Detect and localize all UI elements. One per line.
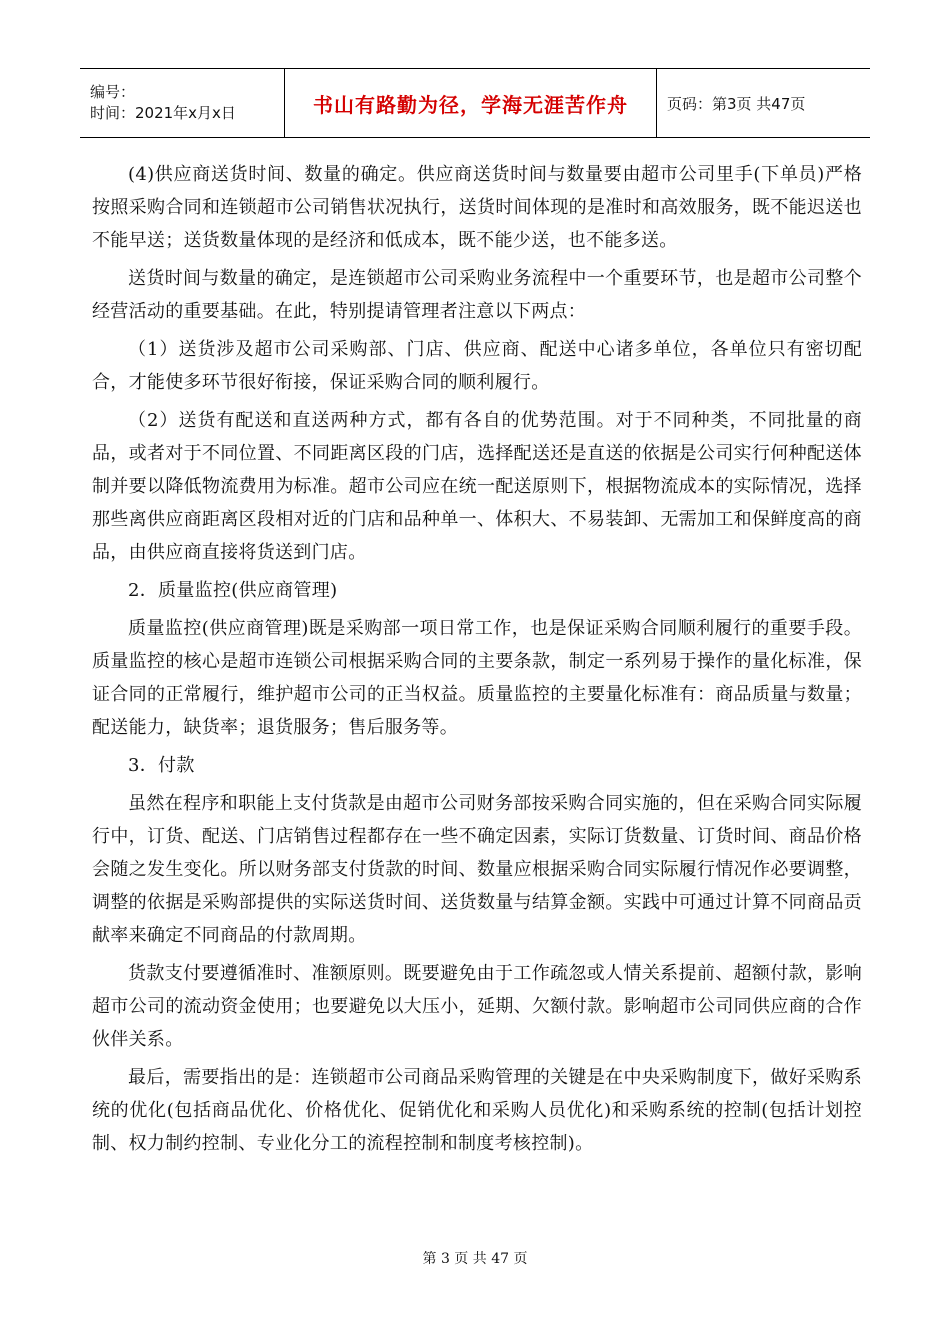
paragraph-quality-control: 质量监控(供应商管理)既是采购部一项日常工作，也是保证采购合同顺利履行的重要手段。质量监控的核心是超市连锁公司根据采购合同的主要条款，制定一系列易于操作的量化标准，保证合同的正常履行，维护超市公司的正当权益。质量监控的主要量化标准有：商品质量与数量；配送能力，缺货率；退货服务；售后服务等。 [92, 618, 862, 738]
section-heading-quality-control: 2．质量监控(供应商管理) [128, 580, 338, 601]
paragraph-payment-process: 虽然在程序和职能上支付货款是由超市公司财务部按采购合同实施的，但在采购合同实际履行中，订货、配送、门店销售过程都存在一些不确定因素，实际订货数量、订货时间、商品价格会随之发生变化。所以财务部支付货款的时间、数量应根据采购合同实际履行情况作必要调整，调整的依据是采购部提供的实际送货时间、送货数量与结算金额。实践中可通过计算不同商品贡献率来确定不同商品的付款周期。 [92, 793, 862, 946]
header-meta-cell [80, 69, 285, 137]
document-number-label: 编号： [90, 83, 136, 101]
paragraph-point-1: （1）送货涉及超市公司采购部、门店、供应商、配送中心诸多单位，各单位只有密切配合，才能使多环节很好衔接，保证采购合同的顺利履行。 [92, 339, 862, 393]
document-body [92, 158, 862, 1165]
header-page-number: 页码：第3页 共47页 [667, 94, 806, 113]
header-motto: 书山有路勤为径，学海无涯苦作舟 [313, 92, 628, 117]
paragraph-delivery-importance: 送货时间与数量的确定，是连锁超市公司采购业务流程中一个重要环节，也是超市公司整个经营活动的重要基础。在此，特别提请管理者注意以下两点： [92, 268, 862, 322]
paragraph-point-2: （2）送货有配送和直送两种方式，都有各自的优势范围。对于不同种类，不同批量的商品，或者对于不同位置、不同距离区段的门店，选择配送还是直送的依据是公司实行何种配送体制并要以降低物流费用为标准。超市公司应在统一配送原则下，根据物流成本的实际情况，选择那些离供应商距离区段相对近的门店和品种单一、体积大、不易装卸、无需加工和保鲜度高的商品，由供应商直接将货送到门店。 [92, 410, 862, 563]
paragraph-supplier-delivery: (4)供应商送货时间、数量的确定。供应商送货时间与数量要由超市公司里手(下单员)严格按照采购合同和连锁超市公司销售状况执行，送货时间体现的是准时和高效服务，既不能迟送也不能早送；送货数量体现的是经济和低成本，既不能少送，也不能多送。 [92, 164, 862, 251]
header-motto-cell [285, 69, 657, 137]
paragraph-conclusion: 最后，需要指出的是：连锁超市公司商品采购管理的关键是在中央采购制度下，做好采购系统的优化(包括商品优化、价格优化、促销优化和采购人员优化)和采购系统的控制(包括计划控制、权力制约控制、专业化分工的流程控制和制度考核控制)。 [92, 1067, 862, 1154]
page-footer [0, 1248, 950, 1268]
document-time-label: 时间：2021年x月x日 [90, 104, 236, 122]
document-header [80, 68, 870, 138]
header-page-cell [657, 69, 870, 137]
paragraph-payment-principles: 货款支付要遵循准时、准额原则。既要避免由于工作疏忽或人情关系提前、超额付款，影响超市公司的流动资金使用；也要避免以大压小，延期、欠额付款。影响超市公司同供应商的合作伙伴关系。 [92, 963, 862, 1050]
footer-page-number: 第 3 页 共 47 页 [422, 1251, 528, 1267]
section-heading-payment: 3．付款 [128, 755, 195, 776]
